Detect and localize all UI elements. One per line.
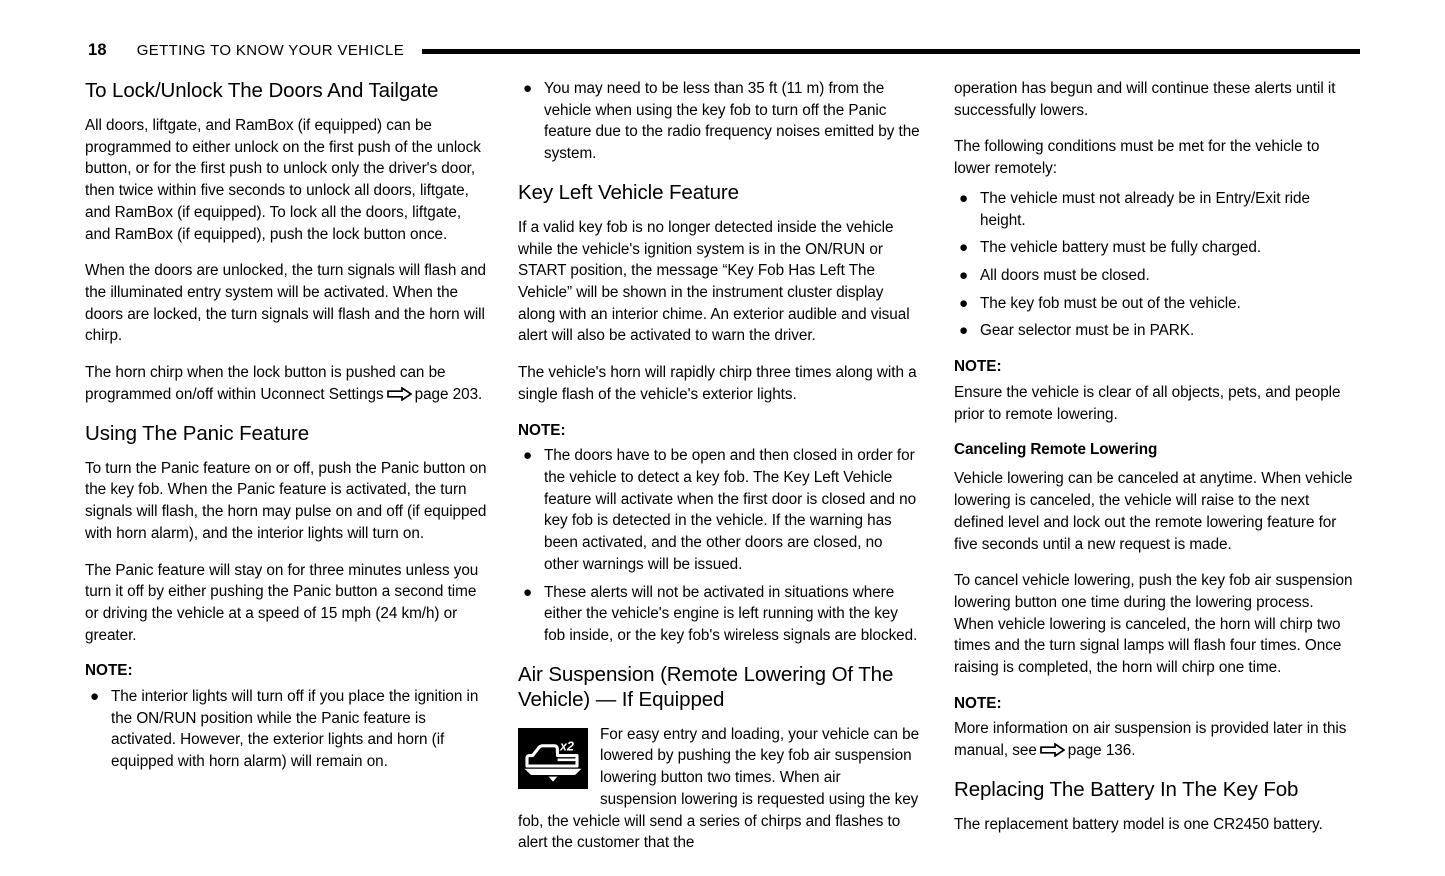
paragraph-turn-signals: When the doors are unlocked, the turn signals will flash and the illuminated entry system will be activated. When the doors are locked, the turn signals will flash and the horn will chirp. (85, 262, 486, 345)
list-item-text: The key fob must be out of the vehicle. (980, 294, 1241, 312)
list-item (518, 582, 920, 647)
subheading-canceling-remote-lowering: Canceling Remote Lowering (954, 441, 1158, 459)
list-item (518, 78, 920, 165)
note-label-middle: NOTE: (518, 421, 566, 439)
bullet-icon: ● (959, 267, 969, 285)
list-item-text: The vehicle must not already be in Entry/Exit ride height. (980, 189, 1310, 229)
paragraph-horn-chirp-text-before: The horn chirp when the lock button is pushed can be programmed on/off within Uconnect Settings (85, 364, 446, 403)
list-item (954, 237, 1356, 259)
header-chapter-title: GETTING TO KNOW YOUR VEHICLE (136, 41, 405, 59)
heading-air-suspension: Air Suspension (Remote Lowering Of The Vehicle) — If Equipped (518, 662, 894, 711)
paragraph-door-programming: All doors, liftgate, and RamBox (if equipped) can be programmed to either unlock on the first push of the unlock button, or for the first push to unlock only the driver's door, then twice within five seconds to unlock all doors, liftgate, and RamBox (if equipped). To lock all the doors, liftgate, and RamBox (if equipped), push the lock button once. (85, 117, 481, 243)
note-label-right-1: NOTE: (954, 358, 1002, 376)
paragraph-conditions-intro: The following conditions must be met for the vehicle to lower remotely: (954, 138, 1320, 178)
paragraph-panic-operation: To turn the Panic feature on or off, push the Panic button on the key fob. When the Panic feature is activated, the turn signals will flash, the horn may pulse on and off (if equipped with horn alarm), and the interior lights will turn on. (85, 459, 487, 542)
paragraph-more-info-text-after: page 136. (1067, 742, 1136, 760)
column-left (85, 78, 487, 850)
note-bullet-list-left (85, 686, 487, 773)
paragraph-panic-duration: The Panic feature will stay on for three minutes unless you turn it off by either pushing the Panic button a second time or driving the vehicle at a speed of 15 mph (24 km/h) or greater. (85, 561, 479, 644)
list-item-text: The interior lights will turn off if you place the ignition in the ON/RUN position while the Panic feature is activated. However, the exterior lights and horn (if equipped with horn alarm) will remain on. (111, 688, 479, 771)
paragraph-more-info-text-before: More information on air suspension is provided later in this manual, see (954, 720, 1347, 760)
header-rule (422, 49, 1360, 54)
paragraph-ensure-clear: Ensure the vehicle is clear of all objects, pets, and people prior to remote lowering. (954, 383, 1341, 423)
list-item (954, 320, 1356, 342)
paragraph-replacement-battery: The replacement battery model is one CR2450 battery. (954, 815, 1323, 833)
note-bullet-list-middle (518, 445, 920, 646)
paragraph-cancel-anytime: Vehicle lowering can be canceled at anytime. When vehicle lowering is canceled, the vehicle will raise to the next defined level and lock out the remote lowering feature for five seconds until a new request is made. (954, 470, 1353, 553)
heading-replacing-battery: Replacing The Battery In The Key Fob (954, 777, 1299, 801)
heading-lock-unlock-doors: To Lock/Unlock The Doors And Tailgate (85, 79, 439, 102)
bullet-icon: ● (959, 239, 969, 257)
right-arrow-icon (1040, 743, 1065, 757)
bullet-icon: ● (523, 447, 533, 465)
list-item (954, 293, 1356, 315)
paragraph-operation-begun: operation has begun and will continue these alerts until it successfully lowers. (954, 80, 1336, 119)
bullet-icon: ● (523, 80, 533, 97)
bullet-icon: ● (959, 294, 969, 312)
paragraph-more-info-air-suspension (954, 718, 1356, 761)
list-item (954, 188, 1356, 231)
paragraph-horn-chirp-text-after: page 203. (414, 385, 483, 403)
column-middle (518, 78, 920, 850)
truck-lowering-icon (518, 728, 588, 789)
column-right (954, 78, 1356, 850)
list-item (85, 686, 487, 773)
bullet-icon: ● (959, 322, 969, 340)
figure-truck-lowering (518, 728, 588, 789)
bullet-icon: ● (90, 688, 100, 706)
body-columns (0, 78, 1445, 858)
list-item-text: You may need to be less than 35 ft (11 m) from the vehicle when using the key fob to turn off the Panic feature due to the radio frequency noises emitted by the system. (544, 80, 920, 163)
note-label-left: NOTE: (85, 662, 133, 680)
bullet-icon: ● (959, 189, 969, 207)
paragraph-horn-chirp-three-times: The vehicle's horn will rapidly chirp three times along with a single flash of the vehicle's exterior lights. (518, 364, 917, 403)
bullet-list-lowering-conditions (954, 188, 1356, 342)
heading-key-left-vehicle-feature: Key Left Vehicle Feature (518, 180, 739, 204)
paragraph-key-fob-not-detected: If a valid key fob is no longer detected inside the vehicle while the vehicle's ignition system is in the ON/RUN or START position, the message “Key Fob Has Left The Vehicle” will be shown in the instrument cluster display along with an interior chime. An exterior audible and visual alert will also be activated to warn the driver. (518, 218, 910, 345)
list-item-text: The vehicle battery must be fully charged. (980, 239, 1262, 257)
heading-using-panic-feature: Using The Panic Feature (85, 421, 310, 445)
list-item-text: Gear selector must be in PARK. (980, 322, 1195, 340)
bullet-list-panic-range (518, 78, 920, 165)
page-number: 18 (88, 40, 107, 59)
paragraph-air-suspension-lowering: For easy entry and loading, your vehicle can be lowered by pushing the key fob air suspension lowering button two times. When air suspension lowering is requested using the key fob, the vehicle will send a series of chirps and flashes to alert the customer that the (518, 725, 920, 852)
list-item (518, 445, 920, 575)
page-header (88, 38, 1360, 62)
paragraph-cancel-procedure: To cancel vehicle lowering, push the key fob air suspension lowering button one time during the lowering process. When vehicle lowering is canceled, the horn will chirp two times and the turn signal lamps will flash four times. Once raising is completed, the horn will chirp one time. (954, 572, 1353, 677)
figure-and-text-block (518, 724, 920, 869)
list-item-text: All doors must be closed. (980, 267, 1150, 285)
list-item (954, 265, 1356, 287)
list-item-text: These alerts will not be activated in situations where either the vehicle's engine is left running with the key fob inside, or the key fob's wireless signals are blocked. (544, 583, 918, 645)
right-arrow-icon (387, 387, 412, 401)
note-label-right-2: NOTE: (954, 694, 1002, 712)
bullet-icon: ● (523, 583, 533, 601)
svg-text:x2: x2 (560, 739, 574, 754)
list-item-text: The doors have to be open and then closed in order for the vehicle to detect a key fob. The Key Left Vehicle feature will activate when the first door is closed and no key fob is detected in the vehicle. If the warning has been activated, and the other doors are closed, no other warnings will be issued. (544, 447, 917, 573)
paragraph-horn-chirp (85, 362, 487, 405)
